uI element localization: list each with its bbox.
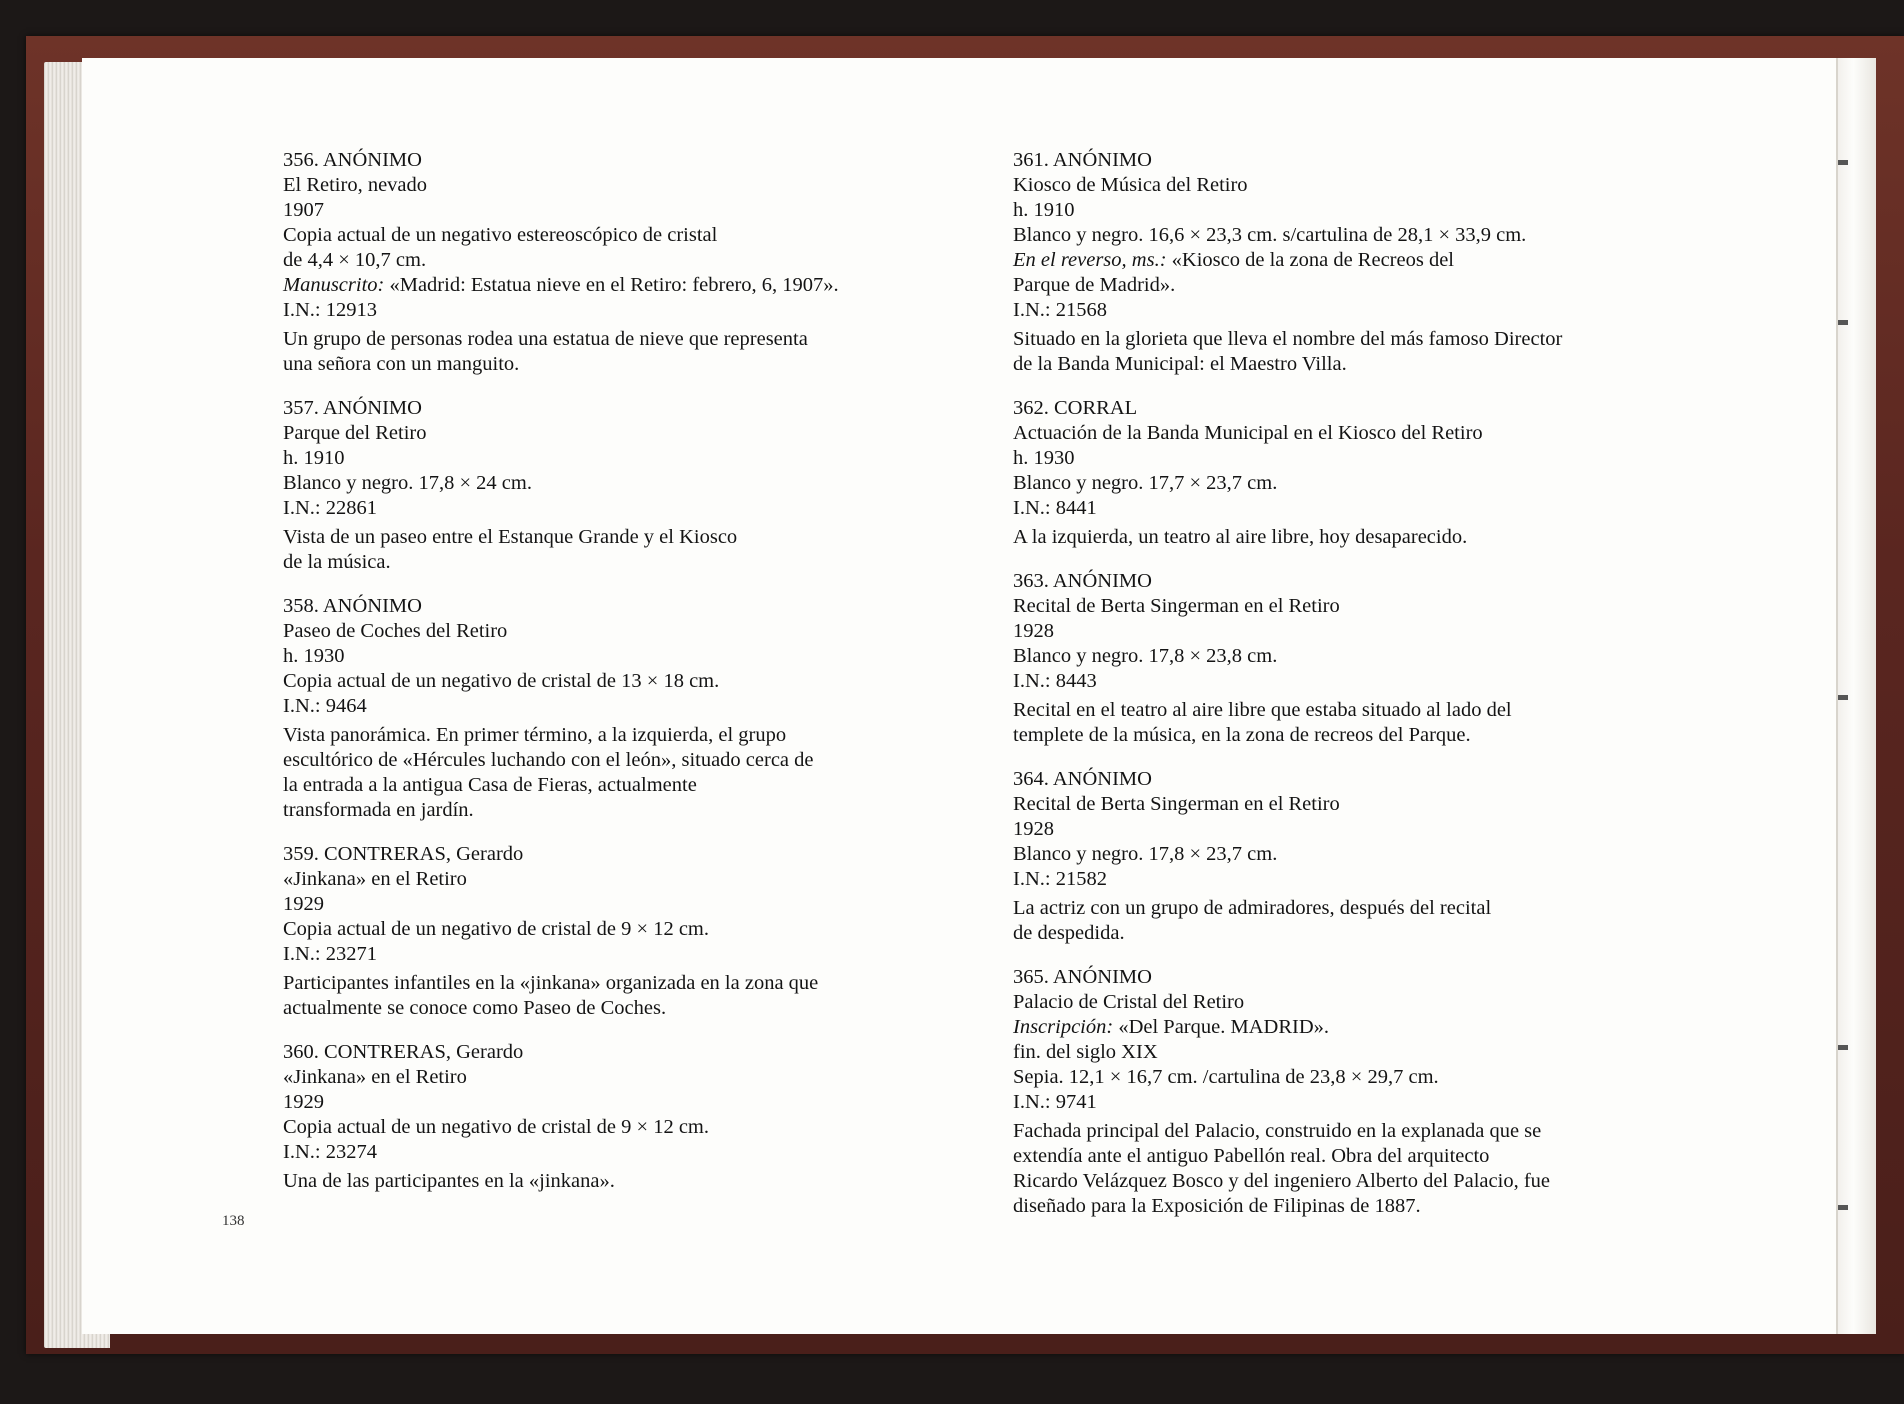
- entry-detail-line: I.N.: 22861: [283, 497, 377, 519]
- entry-detail-line: Parque del Retiro: [283, 422, 427, 444]
- entry-detail-line: Recital de Berta Singerman en el Retiro: [1013, 595, 1340, 617]
- entry-description-line: Un grupo de personas rodea una estatua de nieve que representa: [283, 328, 808, 350]
- catalog-entry: [283, 396, 963, 575]
- inscription-label: Inscripción:: [1013, 1016, 1114, 1038]
- entry-description-line: transformada en jardín.: [283, 799, 474, 821]
- entry-detail-line: 1929: [283, 1091, 324, 1113]
- entry-description: [283, 327, 963, 377]
- entry-description-line: de la Banda Municipal: el Maestro Villa.: [1013, 353, 1347, 375]
- entry-detail-line: Blanco y negro. 17,8 × 23,7 cm.: [1013, 843, 1278, 865]
- entry-detail-line: I.N.: 9464: [283, 695, 367, 717]
- page-number: 138: [222, 1213, 245, 1229]
- binding-mark: [1838, 1205, 1848, 1210]
- entry-detail-line: I.N.: 21568: [1013, 299, 1107, 321]
- entry-detail-line: Sepia. 12,1 × 16,7 cm. /cartulina de 23,8 × 29,7 cm.: [1013, 1066, 1439, 1088]
- entry-header: 358. ANÓNIMO: [283, 595, 422, 617]
- entry-detail-line: de 4,4 × 10,7 cm.: [283, 249, 427, 271]
- catalog-entry: [1013, 569, 1703, 748]
- entry-detail-line: Parque de Madrid».: [1013, 274, 1176, 296]
- entry-description: [283, 525, 963, 575]
- entry-description: [1013, 525, 1703, 550]
- inscription-text: «Del Parque. MADRID».: [1113, 1016, 1329, 1038]
- entry-description-line: de despedida.: [1013, 922, 1125, 944]
- entry-header: 359. CONTRERAS, Gerardo: [283, 843, 524, 865]
- entry-description-line: Ricardo Velázquez Bosco y del ingeniero Alberto del Palacio, fue: [1013, 1170, 1551, 1192]
- entry-description-line: Participantes infantiles en la «jinkana» organizada en la zona que: [283, 972, 819, 994]
- entry-detail-line: Copia actual de un negativo de cristal de 13 × 18 cm.: [283, 670, 720, 692]
- entry-detail-line: Copia actual de un negativo de cristal de 9 × 12 cm.: [283, 918, 709, 940]
- entry-header: 360. CONTRERAS, Gerardo: [283, 1041, 524, 1063]
- entry-detail-line: Palacio de Cristal del Retiro: [1013, 991, 1245, 1013]
- entry-detail-line: 1928: [1013, 620, 1054, 642]
- entry-detail-line: Actuación de la Banda Municipal en el Kiosco del Retiro: [1013, 422, 1483, 444]
- entry-detail-line: Blanco y negro. 17,8 × 24 cm.: [283, 472, 532, 494]
- entry-detail-line: I.N.: 23274: [283, 1141, 377, 1163]
- entry-detail-line: El Retiro, nevado: [283, 174, 428, 196]
- entry-description-line: la entrada a la antigua Casa de Fieras, actualmente: [283, 774, 697, 796]
- entry-detail-line: h. 1930: [283, 645, 345, 667]
- binding-mark: [1838, 1045, 1848, 1050]
- entry-header: 361. ANÓNIMO: [1013, 149, 1152, 171]
- entry-description-line: Fachada principal del Palacio, construido en la explanada que se: [1013, 1120, 1542, 1142]
- entry-description-line: de la música.: [283, 551, 391, 573]
- entry-detail-line: 1928: [1013, 818, 1054, 840]
- entry-detail-line: I.N.: 8443: [1013, 670, 1097, 692]
- entry-header: 363. ANÓNIMO: [1013, 570, 1152, 592]
- entry-description-line: Una de las participantes en la «jinkana».: [283, 1170, 615, 1192]
- catalog-entry: [283, 1040, 963, 1194]
- entry-detail-line: I.N.: 21582: [1013, 868, 1107, 890]
- catalog-entry: [1013, 965, 1703, 1219]
- entry-detail-line: 1929: [283, 893, 324, 915]
- entry-detail-line: Copia actual de un negativo de cristal de 9 × 12 cm.: [283, 1116, 709, 1138]
- entry-header: 357. ANÓNIMO: [283, 397, 422, 419]
- entry-header: 362. CORRAL: [1013, 397, 1138, 419]
- catalog-entry: [283, 594, 963, 823]
- entry-description-line: Vista panorámica. En primer término, a la izquierda, el grupo: [283, 724, 787, 746]
- binding-mark: [1838, 160, 1848, 165]
- entry-detail-line: I.N.: 9741: [1013, 1091, 1097, 1113]
- entry-detail-line: h. 1910: [283, 447, 345, 469]
- entry-detail-line: «Jinkana» en el Retiro: [283, 868, 467, 890]
- entry-description-line: Recital en el teatro al aire libre que estaba situado al lado del: [1013, 699, 1512, 721]
- entry-inscription-line: [283, 273, 963, 298]
- entry-description-line: una señora con un manguito.: [283, 353, 520, 375]
- entry-description-line: Vista de un paseo entre el Estanque Grande y el Kiosco: [283, 526, 738, 548]
- entry-description-line: La actriz con un grupo de admiradores, después del recital: [1013, 897, 1492, 919]
- entry-header: 365. ANÓNIMO: [1013, 966, 1152, 988]
- catalog-column-right: [1013, 148, 1703, 1238]
- entry-detail-line: Paseo de Coches del Retiro: [283, 620, 508, 642]
- catalog-entry: [1013, 396, 1703, 550]
- entry-inscription-line: [1013, 1015, 1703, 1040]
- entry-description-line: extendía ante el antiguo Pabellón real. Obra del arquitecto: [1013, 1145, 1490, 1167]
- catalog-entry: [283, 148, 963, 377]
- entry-detail-line: I.N.: 12913: [283, 299, 377, 321]
- catalog-entry: [1013, 148, 1703, 377]
- entry-description: [1013, 1119, 1703, 1219]
- entry-detail-line: Recital de Berta Singerman en el Retiro: [1013, 793, 1340, 815]
- entry-description: [283, 723, 963, 823]
- entry-detail-line: I.N.: 23271: [283, 943, 377, 965]
- entry-inscription-line: [1013, 248, 1703, 273]
- inscription-text: «Madrid: Estatua nieve en el Retiro: febrero, 6, 1907».: [384, 274, 839, 296]
- entry-detail-line: 1907: [283, 199, 324, 221]
- inscription-label: En el reverso, ms.:: [1013, 249, 1167, 271]
- entry-description: [1013, 698, 1703, 748]
- entry-detail-line: I.N.: 8441: [1013, 497, 1097, 519]
- entry-description-line: templete de la música, en la zona de recreos del Parque.: [1013, 724, 1471, 746]
- entry-description-line: A la izquierda, un teatro al aire libre, hoy desaparecido.: [1013, 526, 1468, 548]
- entry-header: 364. ANÓNIMO: [1013, 768, 1152, 790]
- entry-detail-line: Blanco y negro. 17,8 × 23,8 cm.: [1013, 645, 1278, 667]
- inscription-text: «Kiosco de la zona de Recreos del: [1166, 249, 1454, 271]
- entry-detail-line: fin. del siglo XIX: [1013, 1041, 1158, 1063]
- entry-description-line: actualmente se conoce como Paseo de Coches.: [283, 997, 667, 1019]
- entry-description: [283, 971, 963, 1021]
- entry-description-line: diseñado para la Exposición de Filipinas de 1887.: [1013, 1195, 1421, 1217]
- entry-description: [1013, 327, 1703, 377]
- entry-detail-line: Copia actual de un negativo estereoscópico de cristal: [283, 224, 718, 246]
- entry-detail-line: h. 1910: [1013, 199, 1075, 221]
- catalog-entry: [1013, 767, 1703, 946]
- catalog-entry: [283, 842, 963, 1021]
- entry-description-line: Situado en la glorieta que lleva el nombre del más famoso Director: [1013, 328, 1563, 350]
- entry-detail-line: «Jinkana» en el Retiro: [283, 1066, 467, 1088]
- entry-detail-line: Kiosco de Música del Retiro: [1013, 174, 1248, 196]
- entry-description-line: escultórico de «Hércules luchando con el león», situado cerca de: [283, 749, 814, 771]
- entry-header: 356. ANÓNIMO: [283, 149, 422, 171]
- entry-detail-line: h. 1930: [1013, 447, 1075, 469]
- catalog-column-left: [283, 148, 963, 1213]
- binding-mark: [1838, 320, 1848, 325]
- inscription-label: Manuscrito:: [283, 274, 385, 296]
- entry-detail-line: Blanco y negro. 16,6 × 23,3 cm. s/cartulina de 28,1 × 33,9 cm.: [1013, 224, 1527, 246]
- entry-description: [283, 1169, 963, 1194]
- binding-mark: [1838, 695, 1848, 700]
- entry-description: [1013, 896, 1703, 946]
- entry-detail-line: Blanco y negro. 17,7 × 23,7 cm.: [1013, 472, 1278, 494]
